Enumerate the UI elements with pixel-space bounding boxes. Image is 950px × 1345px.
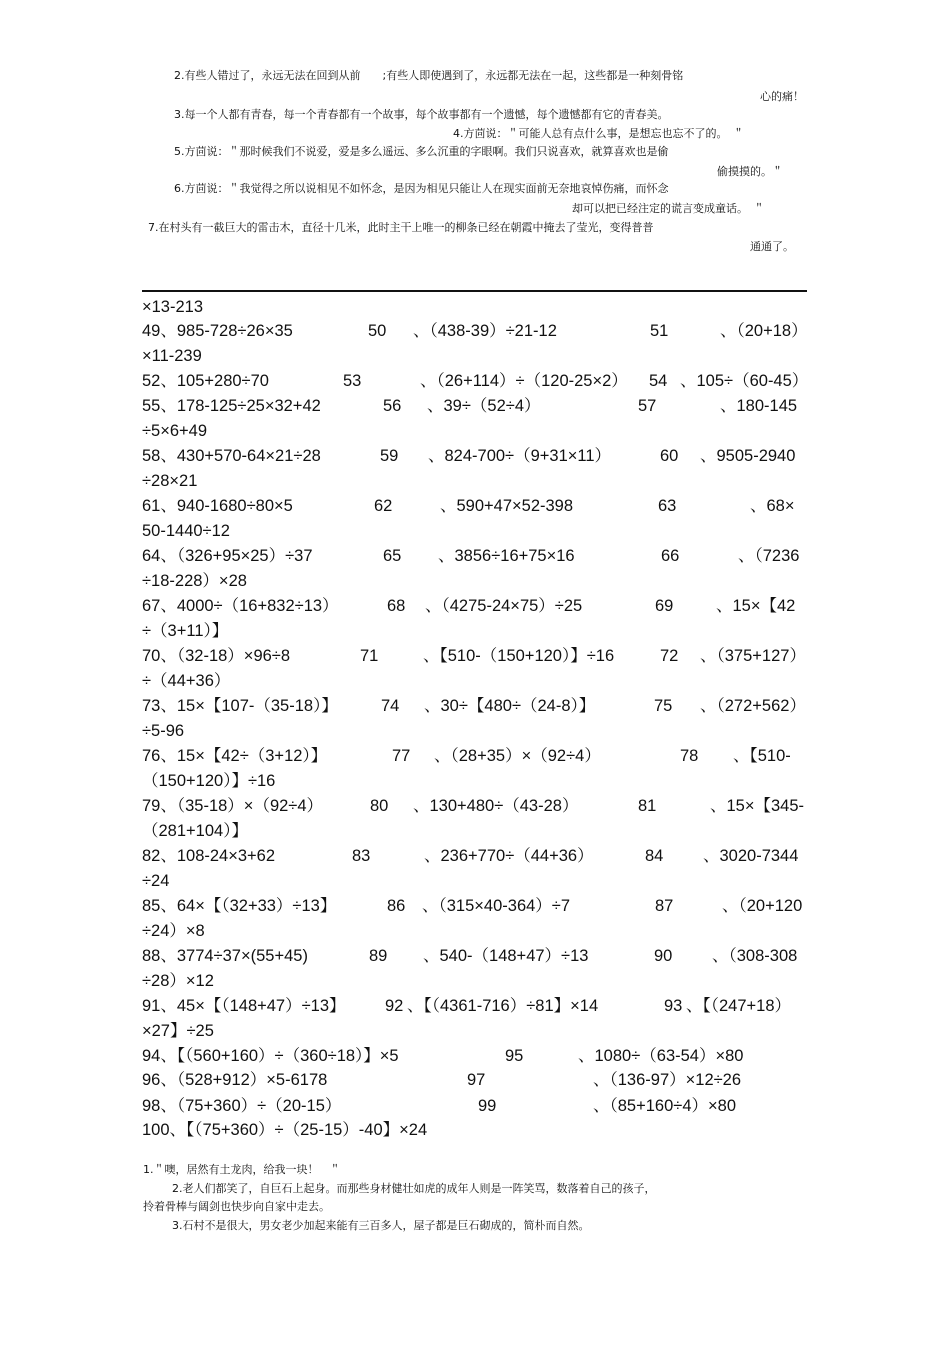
exercise-text: 58、430+570-64×21÷28 bbox=[142, 447, 321, 465]
exercise-text: （150+120）】÷16 bbox=[142, 772, 276, 790]
exercise-text: 94、【（560+160）÷（360÷18）】×5 bbox=[142, 1047, 399, 1065]
exercise-text: 、30÷【480÷（24-8）】 bbox=[424, 697, 596, 715]
note-line: 心的痛！ bbox=[760, 90, 804, 103]
exercise-number: 74 bbox=[381, 697, 400, 715]
exercise-number: 66 bbox=[661, 547, 680, 565]
exercise-number: 63 bbox=[658, 497, 677, 515]
exercise-text: ÷28）×12 bbox=[142, 972, 214, 990]
exercise-text: 82、108-24×3+62 bbox=[142, 847, 276, 865]
exercise-number: 57 bbox=[638, 397, 657, 415]
exercise-text: 61、940-1680÷80×5 bbox=[142, 497, 293, 515]
exercise-number: 75 bbox=[654, 697, 673, 715]
note-line: 3.每一个人都有青春，每一个青春都有一个故事，每个故事都有一个遗憾，每个遗憾都有它的青春美。 bbox=[174, 108, 669, 121]
exercise-text: 64、（326+95×25）÷37 bbox=[142, 547, 313, 565]
section-divider bbox=[142, 290, 807, 292]
exercise-text: 52、105+280÷70 bbox=[142, 372, 269, 390]
exercise-number: 71 bbox=[360, 647, 379, 665]
note-line: 7.在村头有一截巨大的雷击木，直径十几米，此时主干上唯一的柳条已经在朝霞中掩去了莹光，变得普普 bbox=[148, 221, 654, 234]
exercise-text: 96、（528+912）×5-6178 bbox=[142, 1071, 328, 1089]
exercise-text: 、（26+114）÷（120-25×2） bbox=[420, 372, 628, 390]
exercise-text: 、（308-308 bbox=[712, 947, 798, 965]
exercise-text: 、824-700÷（9+31×11） bbox=[428, 447, 612, 465]
exercise-text: ×13-213 bbox=[142, 298, 204, 316]
exercise-text: 、（85+160÷4）×80 bbox=[593, 1097, 736, 1115]
exercise-text: （281+104）】 bbox=[142, 822, 248, 840]
exercise-number: 86 bbox=[387, 897, 406, 915]
note-line: 6.方茴说：＂我觉得之所以说相见不如怀念，是因为相见只能让人在现实面前无奈地哀悼伤痛，而怀念 bbox=[174, 182, 669, 195]
exercise-text: 55、178-125÷25×32+42 bbox=[142, 397, 321, 415]
note-line: 4.方茴说：＂可能人总有点什么事，是想忘也忘不了的。 ＂ bbox=[453, 127, 744, 140]
exercise-number: 59 bbox=[380, 447, 399, 465]
exercise-text: 、（20+120 bbox=[722, 897, 803, 915]
note-line: 拎着骨棒与阔剑也快步向自家中走去。 bbox=[143, 1200, 330, 1213]
exercise-text: 、3856÷16+75×16 bbox=[438, 547, 575, 565]
exercise-text: ×27】÷25 bbox=[142, 1022, 214, 1040]
exercise-text: 、68× bbox=[750, 497, 795, 515]
exercise-text: 、（7236 bbox=[738, 547, 800, 565]
note-line: 通通了。 bbox=[750, 240, 794, 253]
exercise-number: 90 bbox=[654, 947, 673, 965]
exercise-number: 87 bbox=[655, 897, 674, 915]
exercise-number: 89 bbox=[369, 947, 388, 965]
exercise-text: 、39÷（52÷4） bbox=[427, 397, 541, 415]
exercise-text: 、1080÷（63-54）×80 bbox=[578, 1047, 744, 1065]
exercise-text: 、（136-97）×12÷26 bbox=[593, 1071, 742, 1089]
exercise-text: 91、45×【（148+47）÷13】 bbox=[142, 997, 346, 1015]
exercise-text: 、【510- bbox=[733, 747, 791, 765]
exercise-number: 84 bbox=[645, 847, 664, 865]
exercise-text: 85、64×【（32+33）÷13】 bbox=[142, 897, 337, 915]
exercise-number: 80 bbox=[370, 797, 389, 815]
exercise-number: 97 bbox=[467, 1071, 486, 1089]
exercise-text: 、180-145 bbox=[720, 397, 798, 415]
exercise-text: 、【510-（150+120）】÷16 bbox=[423, 647, 615, 665]
exercise-text: ÷5×6+49 bbox=[142, 422, 208, 440]
exercise-text: ÷（3+11）】 bbox=[142, 622, 229, 640]
exercise-text: 98、（75+360）÷（20-15） bbox=[142, 1097, 342, 1115]
exercise-number: 54 bbox=[649, 372, 668, 390]
note-line: 1.＂噢，居然有土龙肉，给我一块！ ＂ bbox=[143, 1163, 341, 1176]
note-line: 偷摸摸的。＂ bbox=[717, 165, 783, 178]
exercise-number: 81 bbox=[638, 797, 657, 815]
note-line: 3.石村不是很大，男女老少加起来能有三百多人，屋子都是巨石砌成的，简朴而自然。 bbox=[172, 1219, 590, 1232]
exercise-text: ÷24）×8 bbox=[142, 922, 205, 940]
exercise-text: 79、（35-18）×（92÷4） bbox=[142, 797, 324, 815]
exercise-text: 50-1440÷12 bbox=[142, 522, 230, 540]
note-line: 5.方茴说：＂那时候我们不说爱，爱是多么遥远、多么沉重的字眼啊。我们只说喜欢，就算喜欢也是偷 bbox=[174, 145, 669, 158]
note-line: 2.有些人错过了，永远无法在回到从前 ;有些人即使遇到了，永远都无法在一起，这些都是一种刻骨铭 bbox=[174, 69, 684, 82]
exercise-text: 、15×【42 bbox=[716, 597, 796, 615]
exercise-number: 68 bbox=[387, 597, 406, 615]
exercise-text: 73、15×【107-（35-18）】 bbox=[142, 697, 338, 715]
exercise-number: 92 bbox=[385, 997, 404, 1015]
exercise-number: 99 bbox=[478, 1097, 497, 1115]
exercise-text: ÷（44+36） bbox=[142, 672, 231, 690]
exercise-text: 49、985-728÷26×35 bbox=[142, 322, 293, 340]
exercise-number: 95 bbox=[505, 1047, 524, 1065]
exercise-number: 56 bbox=[383, 397, 402, 415]
exercise-text: 、（375+127） bbox=[700, 647, 806, 665]
exercise-number: 60 bbox=[660, 447, 679, 465]
exercise-text: 、15×【345- bbox=[710, 797, 805, 815]
exercise-number: 50 bbox=[368, 322, 387, 340]
exercise-text: ×11-239 bbox=[142, 347, 202, 365]
exercise-text: ÷28×21 bbox=[142, 472, 198, 490]
exercise-text: 、（28+35）×（92÷4） bbox=[434, 747, 601, 765]
exercise-text: 、9505-2940 bbox=[700, 447, 796, 465]
exercise-text: 、（272+562） bbox=[700, 697, 806, 715]
exercise-text: 、（4275-24×75）÷25 bbox=[425, 597, 583, 615]
exercise-text: 88、3774÷37×(55+45) bbox=[142, 947, 308, 965]
exercise-number: 51 bbox=[650, 322, 669, 340]
exercise-text: 、236+770÷（44+36） bbox=[424, 847, 594, 865]
exercise-text: 100、【（75+360）÷（25-15）-40】×24 bbox=[142, 1121, 428, 1139]
note-line: 2.老人们都笑了，自巨石上起身。而那些身材健壮如虎的成年人则是一阵笑骂，数落着自己的孩子， bbox=[172, 1182, 656, 1195]
exercise-text: 、（20+18） bbox=[720, 322, 808, 340]
exercise-text: 、540-（148+47）÷13 bbox=[423, 947, 589, 965]
exercise-number: 65 bbox=[383, 547, 402, 565]
exercise-text: 、590+47×52-398 bbox=[440, 497, 574, 515]
exercise-text: 、【（247+18） bbox=[686, 997, 792, 1015]
exercise-text: 67、4000÷（16+832÷13） bbox=[142, 597, 339, 615]
exercise-number: 72 bbox=[660, 647, 679, 665]
note-line: 却可以把已经注定的谎言变成童话。 ＂ bbox=[572, 202, 765, 215]
exercise-text: 、（315×40-364）÷7 bbox=[422, 897, 571, 915]
exercise-number: 93 bbox=[664, 997, 683, 1015]
exercise-text: ÷5-96 bbox=[142, 722, 185, 740]
exercise-text: 、（438-39）÷21-12 bbox=[413, 322, 557, 340]
exercise-text: 70、（32-18）×96÷8 bbox=[142, 647, 291, 665]
exercise-number: 69 bbox=[655, 597, 674, 615]
exercise-text: 、105÷（60-45） bbox=[680, 372, 809, 390]
exercise-number: 53 bbox=[343, 372, 362, 390]
exercise-text: 、【（4361-716）÷81】×14 bbox=[407, 997, 599, 1015]
exercise-number: 78 bbox=[680, 747, 699, 765]
exercise-number: 62 bbox=[374, 497, 393, 515]
exercise-text: 、130+480÷（43-28） bbox=[413, 797, 579, 815]
exercise-text: ÷18-228）×28 bbox=[142, 572, 247, 590]
exercise-text: 、3020-7344 bbox=[703, 847, 799, 865]
exercise-number: 77 bbox=[392, 747, 411, 765]
exercise-text: ÷24 bbox=[142, 872, 170, 890]
exercise-text: 76、15×【42÷（3+12）】 bbox=[142, 747, 328, 765]
exercise-number: 83 bbox=[352, 847, 371, 865]
